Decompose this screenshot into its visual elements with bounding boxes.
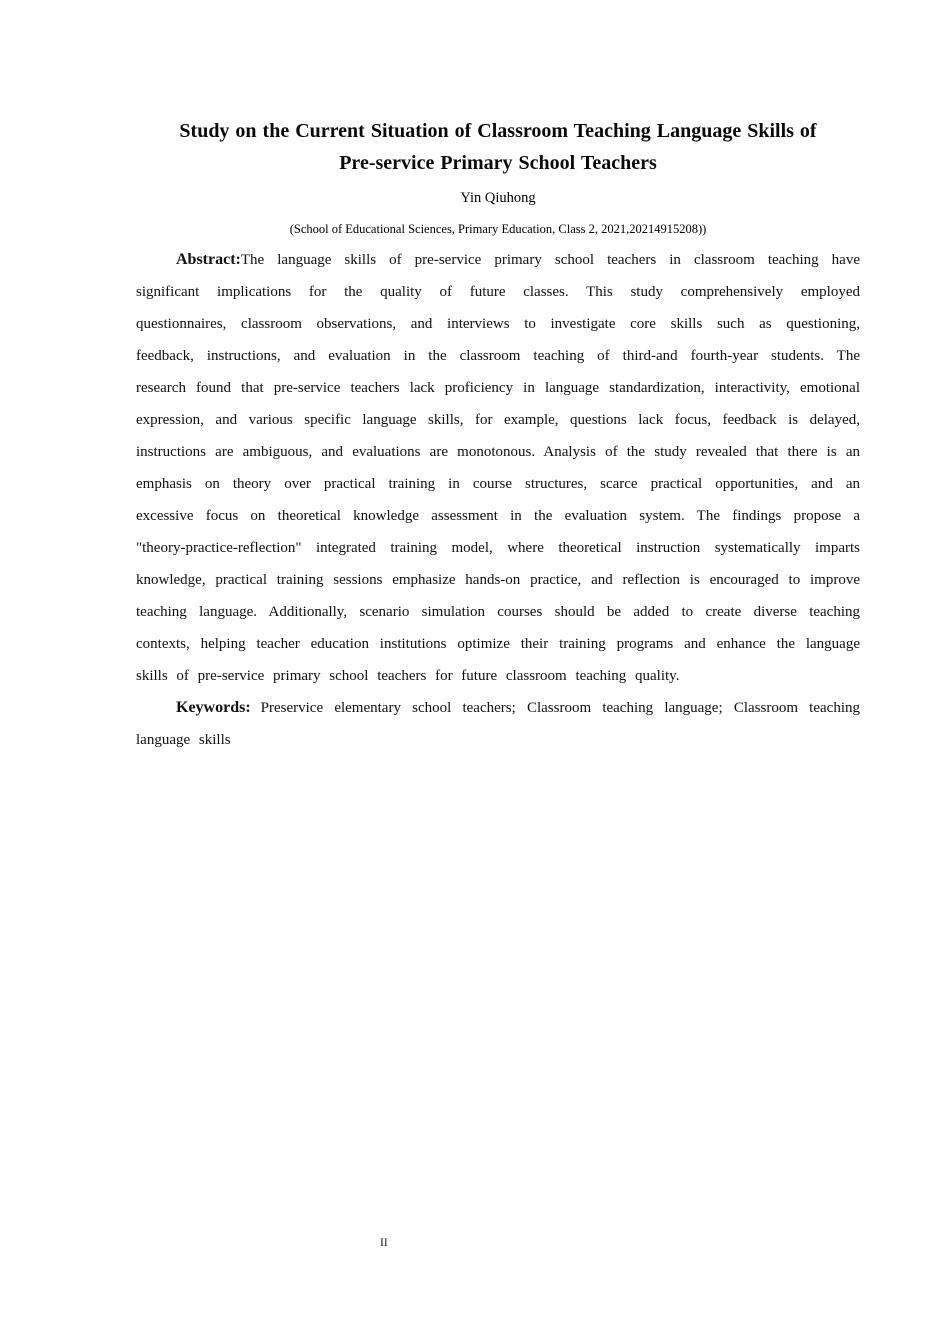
title-line-2: Pre-service Primary School Teachers [339,152,657,174]
abstract-text: The language skills of pre-service primary school teachers in classroom teaching have significant implications for the quality of future classes. This study comprehensively employed questionnaires, classroom observations, and interviews to investigate core skills such as questioning, feedback, instructions, and evaluation in the classroom teaching of third-and fourth-year students. The research found that pre-service teachers lack proficiency in language standardization, interactivity, emotional expression, and various specific language skills, for example, questions lack focus, feedback is delayed, instructions are ambiguous, and evaluations are monotonous. Analysis of the study revealed that there is an emphasis on theory over practical training in course structures, scarce practical opportunities, and an excessive focus on theoretical knowledge assessment in the evaluation system. The findings propose a "theory-practice-reflection" integrated training model, where theoretical instruction systematically imparts knowledge, practical training sessions emphasize hands-on practice, and reflection is encouraged to improve teaching language. Additionally, scenario simulation courses should be added to create diverse teaching contexts, helping teacher education institutions optimize their training programs and enhance the language skills of pre-service primary school teachers for future classroom teaching quality. [136,252,860,684]
keywords-label: Keywords: [176,699,251,716]
page-number: II [380,1237,388,1249]
text-column [136,0,860,756]
keywords-text: Preservice elementary school teachers; Classroom teaching language; Classroom teaching language skills [136,700,860,748]
keywords-paragraph [136,692,860,756]
title-line-1: Study on the Current Situation of Classroom Teaching Language Skills of [179,120,817,142]
document-title [136,115,860,179]
abstract-paragraph [136,244,860,692]
author-name: Yin Qiuhong [460,190,536,206]
affiliation-line: (School of Educational Sciences, Primary Education, Class 2, 2021,20214915208)) [289,222,707,236]
abstract-label: Abstract: [176,251,241,268]
